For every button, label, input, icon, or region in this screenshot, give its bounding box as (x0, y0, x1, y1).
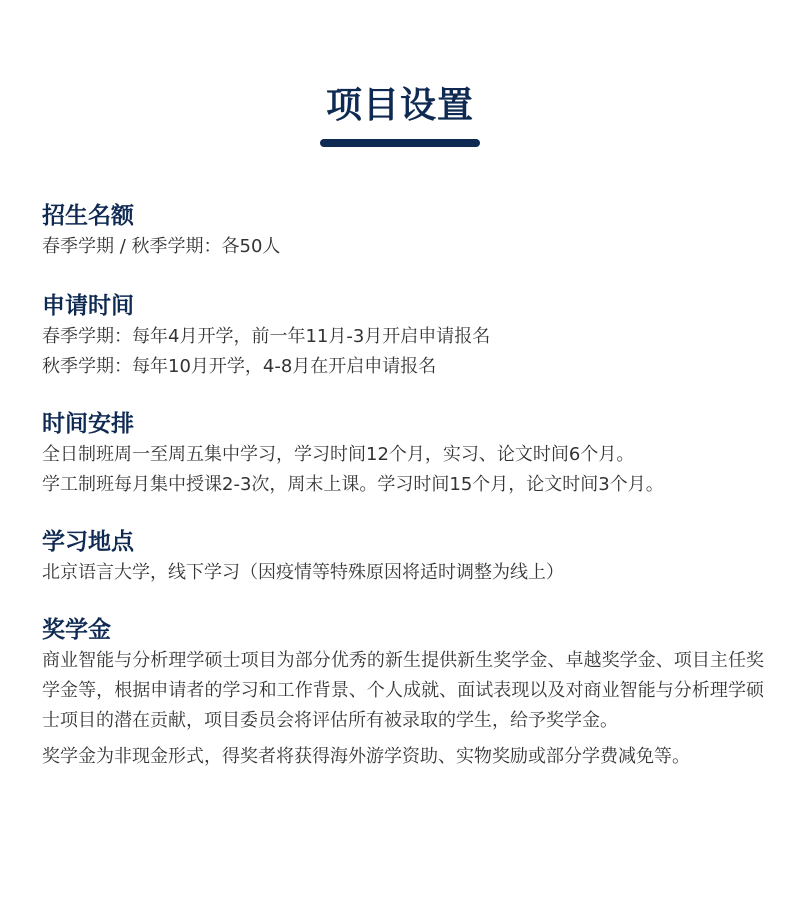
section-heading: 学习地点 (42, 529, 134, 555)
section-paragraph: 商业智能与分析理学硕士项目为部分优秀的新生提供新生奖学金、卓越奖学金、项目主任奖学金等，根据申请者的学习和工作背景、个人成就、面试表现以及对商业智能与分析理学硕士项目的潜在贡献，项目委员会将评估所有被录取的学生，给予奖学金。 (42, 650, 764, 731)
section-line: 全日制班周一至周五集中学习，学习时间12个月，实习、论文时间6个月。 (42, 444, 635, 465)
section-heading: 奖学金 (42, 617, 111, 643)
section-schedule (42, 408, 764, 500)
section-paragraph: 奖学金为非现金形式，得奖者将获得海外游学资助、实物奖励或部分学费减免等。 (42, 746, 690, 767)
section-line: 北京语言大学，线下学习（因疫情等特殊原因将适时调整为线上） (42, 562, 564, 583)
title-underline (320, 139, 480, 147)
section-heading: 时间安排 (42, 411, 134, 437)
section-line: 秋季学期：每年10月开学，4-8月在开启申请报名 (42, 356, 437, 377)
section-heading: 招生名额 (42, 203, 134, 229)
section-scholarship (42, 614, 764, 772)
section-line: 春季学期：每年4月开学，前一年11月-3月开启申请报名 (42, 326, 491, 347)
section-line: 学工制班每月集中授课2-3次，周末上课。学习时间15个月，论文时间3个月。 (42, 474, 664, 495)
section-enrollment-quota (42, 200, 764, 262)
page-title: 项目设置 (325, 85, 474, 126)
section-application-time (42, 290, 764, 382)
section-heading: 申请时间 (42, 293, 134, 319)
section-line: 春季学期 / 秋季学期：各50人 (42, 236, 281, 257)
section-study-location (42, 526, 764, 588)
